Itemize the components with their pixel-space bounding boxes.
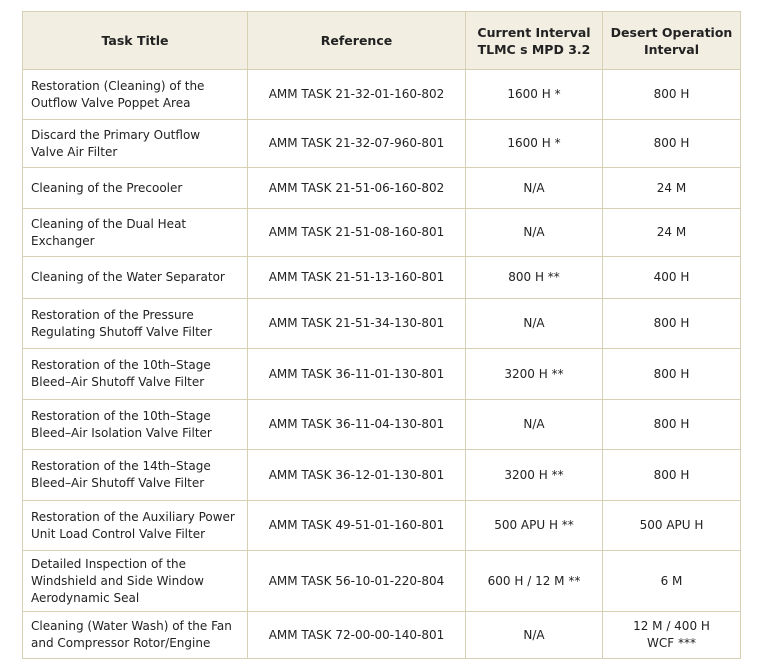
desert-interval-cell: 800 H <box>603 400 741 450</box>
reference-cell: AMM TASK 21-51-08-160-801 <box>248 209 466 257</box>
task-title-cell: Cleaning of the Water Separator <box>23 257 248 299</box>
task-title-cell: Restoration of the 10th–Stage Bleed–Air Isolation Valve Filter <box>23 400 248 450</box>
header-current-interval: Current Interval TLMC s MPD 3.2 <box>466 12 603 70</box>
task-title-cell: Cleaning of the Precooler <box>23 168 248 209</box>
current-interval-cell: 500 APU H ** <box>466 501 603 551</box>
table-row <box>23 400 741 450</box>
table-row <box>23 209 741 257</box>
task-title-cell: Restoration (Cleaning) of the Outflow Valve Poppet Area <box>23 70 248 120</box>
task-title-cell: Discard the Primary Outflow Valve Air Filter <box>23 120 248 168</box>
current-interval-cell: 1600 H * <box>466 120 603 168</box>
desert-interval-cell: 800 H <box>603 349 741 400</box>
reference-cell: AMM TASK 36-12-01-130-801 <box>248 450 466 501</box>
reference-cell: AMM TASK 21-32-01-160-802 <box>248 70 466 120</box>
current-interval-cell: N/A <box>466 168 603 209</box>
current-interval-cell: 1600 H * <box>466 70 603 120</box>
reference-cell: AMM TASK 36-11-01-130-801 <box>248 349 466 400</box>
desert-interval-cell: 12 M / 400 H WCF *** <box>603 612 741 659</box>
reference-cell: AMM TASK 21-32-07-960-801 <box>248 120 466 168</box>
table-row <box>23 70 741 120</box>
current-interval-cell: 3200 H ** <box>466 450 603 501</box>
table-row <box>23 257 741 299</box>
reference-cell: AMM TASK 21-51-34-130-801 <box>248 299 466 349</box>
desert-interval-cell: 6 M <box>603 551 741 612</box>
current-interval-cell: 800 H ** <box>466 257 603 299</box>
desert-interval-cell: 800 H <box>603 299 741 349</box>
reference-cell: AMM TASK 21-51-06-160-802 <box>248 168 466 209</box>
desert-interval-cell: 400 H <box>603 257 741 299</box>
current-interval-cell: N/A <box>466 400 603 450</box>
reference-cell: AMM TASK 56-10-01-220-804 <box>248 551 466 612</box>
header-desert-interval: Desert Operation Interval <box>603 12 741 70</box>
task-title-cell: Cleaning of the Dual Heat Exchanger <box>23 209 248 257</box>
table-row <box>23 501 741 551</box>
task-title-cell: Restoration of the 10th–Stage Bleed–Air Shutoff Valve Filter <box>23 349 248 400</box>
desert-interval-cell: 800 H <box>603 450 741 501</box>
table-row <box>23 299 741 349</box>
table-body <box>23 70 741 659</box>
table-header-row <box>23 12 741 70</box>
current-interval-cell: 600 H / 12 M ** <box>466 551 603 612</box>
desert-interval-cell: 800 H <box>603 70 741 120</box>
task-title-cell: Cleaning (Water Wash) of the Fan and Compressor Rotor/Engine <box>23 612 248 659</box>
reference-cell: AMM TASK 49-51-01-160-801 <box>248 501 466 551</box>
current-interval-cell: N/A <box>466 209 603 257</box>
desert-interval-cell: 24 M <box>603 168 741 209</box>
task-title-cell: Restoration of the Auxiliary Power Unit Load Control Valve Filter <box>23 501 248 551</box>
table-row <box>23 450 741 501</box>
reference-cell: AMM TASK 36-11-04-130-801 <box>248 400 466 450</box>
maintenance-task-table <box>22 11 741 659</box>
header-reference: Reference <box>248 12 466 70</box>
task-title-cell: Detailed Inspection of the Windshield and Side Window Aerodynamic Seal <box>23 551 248 612</box>
reference-cell: AMM TASK 72-00-00-140-801 <box>248 612 466 659</box>
task-title-cell: Restoration of the Pressure Regulating Shutoff Valve Filter <box>23 299 248 349</box>
table-row <box>23 168 741 209</box>
table-row <box>23 612 741 659</box>
header-task-title: Task Title <box>23 12 248 70</box>
desert-interval-cell: 800 H <box>603 120 741 168</box>
reference-cell: AMM TASK 21-51-13-160-801 <box>248 257 466 299</box>
current-interval-cell: N/A <box>466 299 603 349</box>
table-row <box>23 120 741 168</box>
table-row <box>23 349 741 400</box>
desert-interval-cell: 500 APU H <box>603 501 741 551</box>
table-row <box>23 551 741 612</box>
desert-interval-cell: 24 M <box>603 209 741 257</box>
current-interval-cell: N/A <box>466 612 603 659</box>
task-title-cell: Restoration of the 14th–Stage Bleed–Air Shutoff Valve Filter <box>23 450 248 501</box>
current-interval-cell: 3200 H ** <box>466 349 603 400</box>
